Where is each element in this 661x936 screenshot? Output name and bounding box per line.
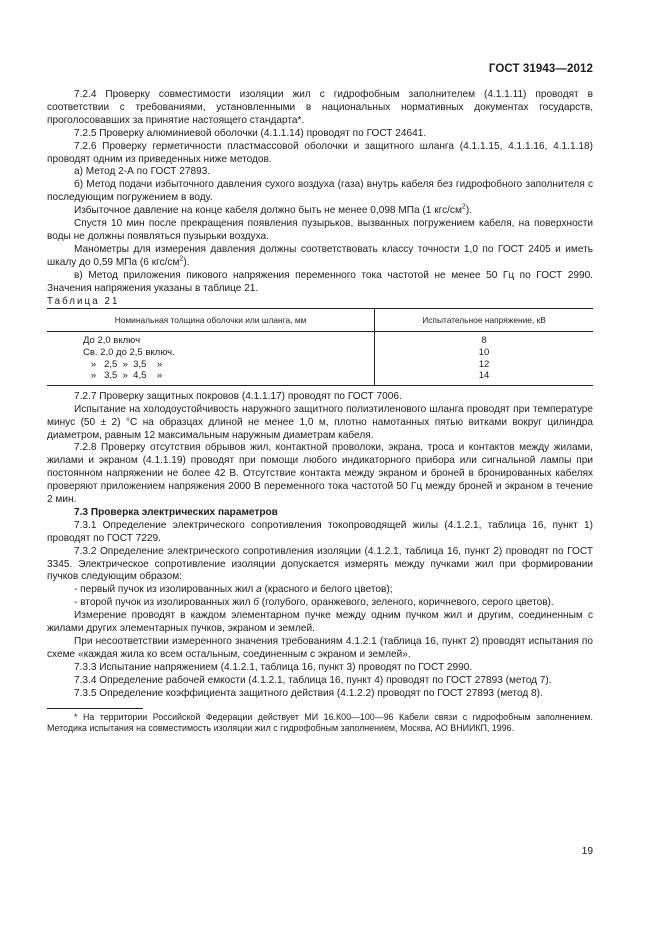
paragraph-manometers [47, 244, 593, 270]
superscript: 2 [179, 255, 184, 263]
manometer-text-end: ). [183, 256, 190, 268]
section-heading-7-3: 7.3 Проверка электрических параметров [74, 506, 278, 518]
paragraph-method-a: а) Метод 2-А по ГОСТ 27893. [74, 166, 211, 178]
paragraph-cold-resistance: Испытание на холодоустойчивость наружного защитного полиэтиленового шланга проводят при температуре минус (50 ± 2) °С на образцах длиной не менее 1,0 м, плотно намотанных пятью витками вокруг цилиндра диаметром, равным 12 максимальным наружным диаметрам кабеля. [47, 403, 593, 441]
bundle-letter: а [256, 584, 262, 596]
list-item-bundle-1 [47, 584, 593, 597]
table-caption: Таблица 21 [47, 295, 120, 307]
paragraph-7-2-7: 7.2.7 Проверку защитных покровов (4.1.1.17) проводят по ГОСТ 7006. [74, 390, 402, 402]
bundle-text-end: (красного и белого цветов); [261, 584, 393, 596]
column-header-thickness: Номинальная толщина оболочки или шланга, мм [47, 309, 375, 332]
paragraph-7-2-5: 7.2.5 Проверку алюминиевой оболочки (4.1.1.14) проводят по ГОСТ 24641. [74, 127, 427, 139]
bundle-text: - первый пучок из изолированных жил [74, 584, 257, 596]
pressure-text: Избыточное давление на конце кабеля должно быть не менее 0,098 МПа (1 кгс/см [74, 205, 462, 217]
thickness-value: До 2,0 включ [83, 335, 141, 347]
paragraph-method-v: в) Метод приложения пикового напряжения переменного тока частотой не менее 50 Гц по ГОСТ 2990. Значения напряжения указаны в таблице 21. [47, 269, 593, 294]
voltage-value: 14 [478, 370, 490, 382]
document-body [47, 89, 593, 734]
paragraph-measurement: Измерение проводят в каждом элементарном пучке между одним пучком жил и другим, соединенным с жилами других элементарных пучков, экраном и землей. [47, 610, 593, 635]
thickness-value: » 3,5 » 4,5 » [83, 370, 163, 382]
standard-number: ГОСТ 31943—2012 [488, 63, 593, 75]
column-header-voltage: Испытательное напряжение, кВ [375, 309, 593, 332]
paragraph-7-3-3: 7.3.3 Испытание напряжением (4.1.2.1, таблица 16, пункт 3) проводят по ГОСТ 2990. [74, 661, 473, 673]
table-header-row [47, 309, 593, 332]
thickness-value: Св. 2,0 до 2,5 включ. [83, 347, 175, 358]
paragraph-7-3-1: 7.3.1 Определение электрического сопротивления токопроводящей жилы (4.1.2.1, таблица 16, пункт 1) проводят по ГОСТ 7229. [47, 519, 593, 544]
thickness-value: » 2,5 » 3,5 » [83, 358, 163, 370]
paragraph-7-3-5: 7.3.5 Определение коэффициента защитного действия (4.1.2.2) проводят по ГОСТ 27893 (метод 8). [74, 687, 543, 699]
pressure-text-end: ). [465, 205, 472, 217]
paragraph-bubbles: Спустя 10 мин после прекращения появления пузырьков, вызванных погружением кабеля, на поверхности воды не должны появляться пузырьки воздуха. [47, 218, 593, 242]
page-number: 19 [581, 846, 593, 857]
paragraph-7-3-2: 7.3.2 Определение электрического сопротивления изоляции (4.1.2.1, таблица 16, пункт 2) проводят по ГОСТ 3345. Электрическое сопротивление изоляции допускается измерять между пучками жил при формировании пучков следующим образом: [47, 545, 593, 583]
voltage-value: 10 [478, 347, 490, 358]
footnote: * На территории Российской Федерации действует МИ 16.К00—100—96 Кабели связи с гидрофобным заполнением. Методика испытания на совместимость изоляции жил с гидрофобным заполнением, Москва, АО ВНИИКП, 1996. [47, 711, 593, 733]
footnote-divider [47, 708, 143, 709]
table-row [47, 332, 593, 385]
paragraph-7-2-8: 7.2.8 Проверку отсутствия обрывов жил, контактной проволоки, экрана, троса и контактов между жилами, жилами и экраном (4.1.1.19) проводят при помощи любого индикаторного прибора или сигнальной лампы при постоянном напряжении не более 42 В. Отсутствие контакта между экраном и броней в бронированных кабелях проверяют приложением напряжения 2000 В переменного тока частотой 50 Гц между броней и экраном в течение 2 мин. [47, 442, 593, 506]
paragraph-7-2-6: 7.2.6 Проверку герметичности пластмассовой оболочки и защитного шланга (4.1.1.15, 4.1.1.16, 4.1.1.18) проводят одним из приведенных ниже методов. [47, 140, 593, 165]
paragraph-pressure [47, 205, 593, 218]
list-item-bundle-2 [47, 597, 593, 610]
paragraph-disagreement: При несоответствии измеренного значения требованиям 4.1.2.1 (таблица 16, пункт 2) проводят испытания по схеме «каждая жила ко всем остальным, соединенным с экраном и землей». [47, 636, 593, 660]
table-21 [47, 308, 593, 385]
bundle-text-end: (голубого, оранжевого, зеленого, коричневого, серого цветов). [258, 597, 554, 609]
bundle-letter: б [253, 597, 259, 609]
voltage-value: 12 [478, 358, 490, 370]
thickness-cell [47, 332, 375, 385]
superscript: 2 [461, 203, 466, 211]
paragraph-method-b: б) Метод подачи избыточного давления сухого воздуха (газа) внутрь кабеля без гидрофобного заполнителя с последующим погружением в воду. [47, 179, 593, 204]
paragraph-7-3-4: 7.3.4 Определение рабочей емкости (4.1.2.1, таблица 16, пункт 4) проводят по ГОСТ 27893 (метод 7). [74, 674, 552, 686]
voltage-cell [375, 332, 593, 385]
voltage-value: 8 [481, 335, 487, 347]
paragraph-7-2-4: 7.2.4 Проверку совместимости изоляции жил с гидрофобным заполнителем (4.1.1.11) проводят в соответствии с требованиями, установленными в национальных нормативных документах государств, проголосовавших за принятие настоящего стандарта*. [47, 89, 593, 126]
bundle-text: - второй пучок из изолированных жил [74, 597, 254, 609]
manometer-text: Манометры для измерения давления должны соответствовать классу точности 1,0 по ГОСТ 2405 и иметь шкалу до 0,59 МПа (6 кгс/см [47, 243, 593, 268]
